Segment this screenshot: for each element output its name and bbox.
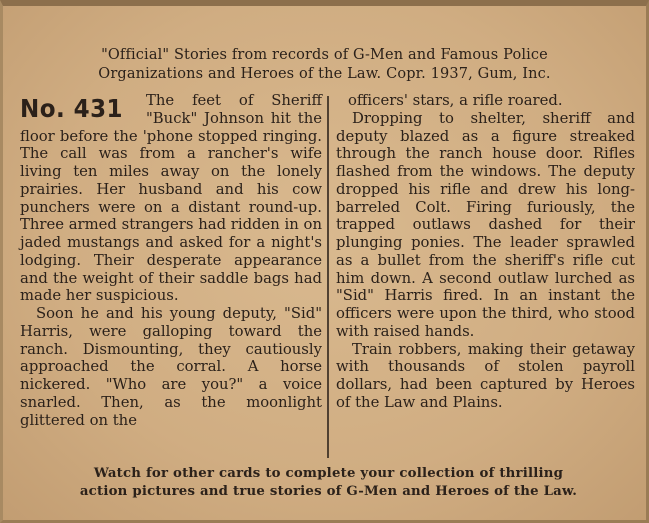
footer-line-2: action pictures and true stories of G-Men and Heroes of the Law. <box>79 484 578 499</box>
story-column-left <box>20 92 322 429</box>
story-paragraph: The feet of Sheriff "Buck" Johnson hit the floor before the 'phone stopped ringing. The call was from a rancher's wife living ten miles away on the lonely prairies. Her husband and his cow punchers were on a distant round-up. Three armed strangers had ridden in on jaded mustangs and asked for a night's lodging. Their desperate appearance and the weight of their saddle bags had made her suspicious. <box>20 92 322 305</box>
story-paragraph: Soon he and his young deputy, "Sid" Harris, were galloping toward the ranch. Dismounting, they cautiously approached the corral. A horse nickered. "Who are you?" a voice snarled. Then, as the moonlight glittered on the <box>20 305 322 429</box>
footer-line-1: Watch for other cards to complete your collection of thrilling <box>93 466 564 481</box>
story-paragraph: Train robbers, making their getaway with thousands of stolen payroll dollars, had been captured by Heroes of the Law and Plains. <box>336 340 635 411</box>
story-paragraph: officers' stars, a rifle roared. <box>348 92 563 109</box>
column-divider <box>327 96 329 458</box>
card-footer <box>21 465 636 501</box>
card-header <box>23 46 626 84</box>
story-paragraph: Dropping to shelter, sheriff and deputy blazed as a figure streaked through the ranch house door. Rifles flashed from the windows. The deputy dropped his rifle and drew his long-barreled Colt. Firing furiously, the trapped outlaws dashed for their plunging ponies. The leader sprawled as a bullet from the sheriff's rifle cut him down. A second outlaw lurched as "Sid" Harris fired. In an instant the officers were upon the third, who stood with raised hands. <box>336 109 635 340</box>
story-column-right <box>336 92 635 412</box>
card-number: No. 431 <box>20 94 124 123</box>
header-line-2: Organizations and Heroes of the Law. Copr. 1937, Gum, Inc. <box>98 66 551 82</box>
header-line-1: "Official" Stories from records of G-Men and Famous Police <box>101 47 548 63</box>
